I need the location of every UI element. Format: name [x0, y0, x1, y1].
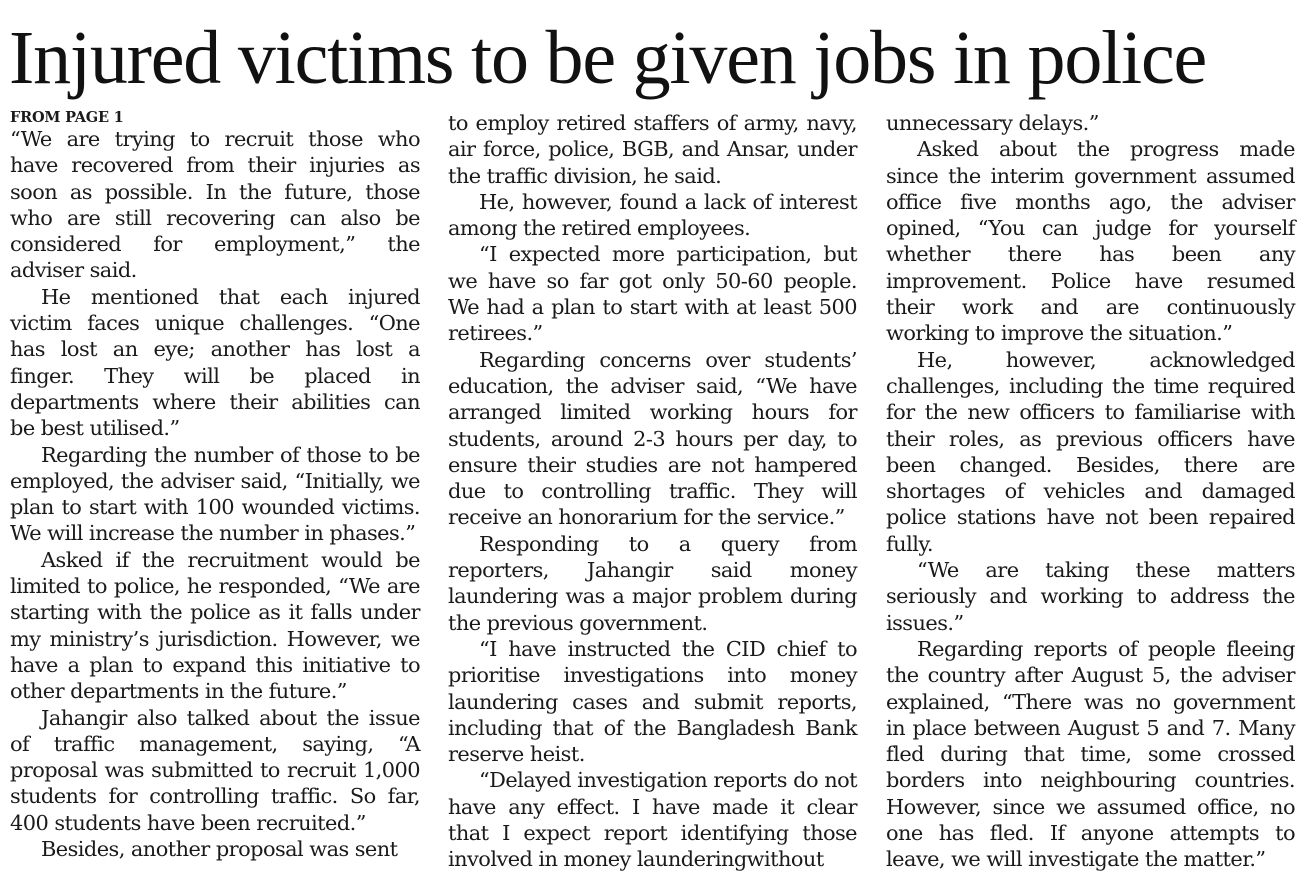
- paragraph: Regarding reports of people fleeing the country after August 5, the adviser explained, “There was no government in place between August 5 and 7. Many fled during that time, some crossed borders into neighbouring countries. However, since we assumed office, no one has fled. If anyone attempts to leave, we will investigate the matter.”: [886, 636, 1295, 872]
- paragraph: Regarding concerns over students’ education, the adviser said, “We have arranged limited working hours for students, around 2-3 hours per day, to ensure their studies are not hampered due to controlling traffic. They will receive an honorarium for the service.”: [448, 347, 857, 530]
- paragraph: He, however, found a lack of interest among the retired employees.: [448, 189, 857, 241]
- paragraph: He, however, acknowledged challenges, including the time required for the new officers to familiarise with their roles, as previous officers have been changed. Besides, there are shortages of vehicles and damaged police stations have not been repaired fully.: [886, 347, 1295, 556]
- paragraph: to employ retired staffers of army, navy, air force, police, BGB, and Ansar, under the traffic division, he said.: [448, 111, 857, 188]
- paragraph: “I have instructed the CID chief to prioritise investigations into money laundering cases and submit reports, including that of the Bangladesh Bank reserve heist.: [448, 636, 857, 767]
- paragraph: He mentioned that each injured victim faces unique challenges. “One has lost an eye; another has lost a finger. They will be placed in departments where their abilities can be best utilised.”: [10, 284, 420, 441]
- continuation-label: FROM PAGE 1: [10, 109, 124, 126]
- paragraph: Asked about the progress made since the interim government assumed office five months ago, the adviser opined, “You can judge for yourself whether there has been any improvement. Police have resumed their work and are continuously working to improve the situation.”: [886, 137, 1295, 346]
- paragraph: “Delayed investigation reports do not have any effect. I have made it clear that I expect report identifying those involved in money launderingwithout: [448, 768, 857, 872]
- paragraph: “We are taking these matters seriously and working to address the issues.”: [886, 558, 1295, 635]
- article-column-3: [886, 110, 1295, 873]
- paragraph: Jahangir also talked about the issue of traffic management, saying, “A proposal was submitted to recruit 1,000 students for controlling traffic. So far, 400 students have been recruited.”: [10, 705, 420, 835]
- paragraph: Besides, another proposal was sent: [41, 837, 398, 862]
- paragraph: Regarding the number of those to be employed, the adviser said, “Initially, we plan to start with 100 wounded victims. We will increase the number in phases.”: [10, 442, 420, 546]
- paragraph: “We are trying to recruit those who have recovered from their injuries as soon as possible. In the future, those who are still recovering can also be considered for employment,” the adviser said.: [10, 127, 420, 283]
- paragraph: Asked if the recruitment would be limited to police, he responded, “We are starting with the police as it falls under my ministry’s jurisdiction. However, we have a plan to expand this initiative to other departments in the future.”: [10, 547, 420, 704]
- paragraph: unnecessary delays.”: [886, 111, 1099, 135]
- headline: Injured victims to be given jobs in police: [9, 16, 1207, 100]
- paragraph: “I expected more participation, but we have so far got only 50-60 people. We had a plan to start with at least 500 retirees.”: [448, 242, 857, 346]
- article-column-2: [448, 110, 857, 873]
- paragraph: Responding to a query from reporters, Jahangir said money laundering was a major problem during the previous government.: [448, 531, 857, 635]
- article-column-1: [10, 110, 420, 862]
